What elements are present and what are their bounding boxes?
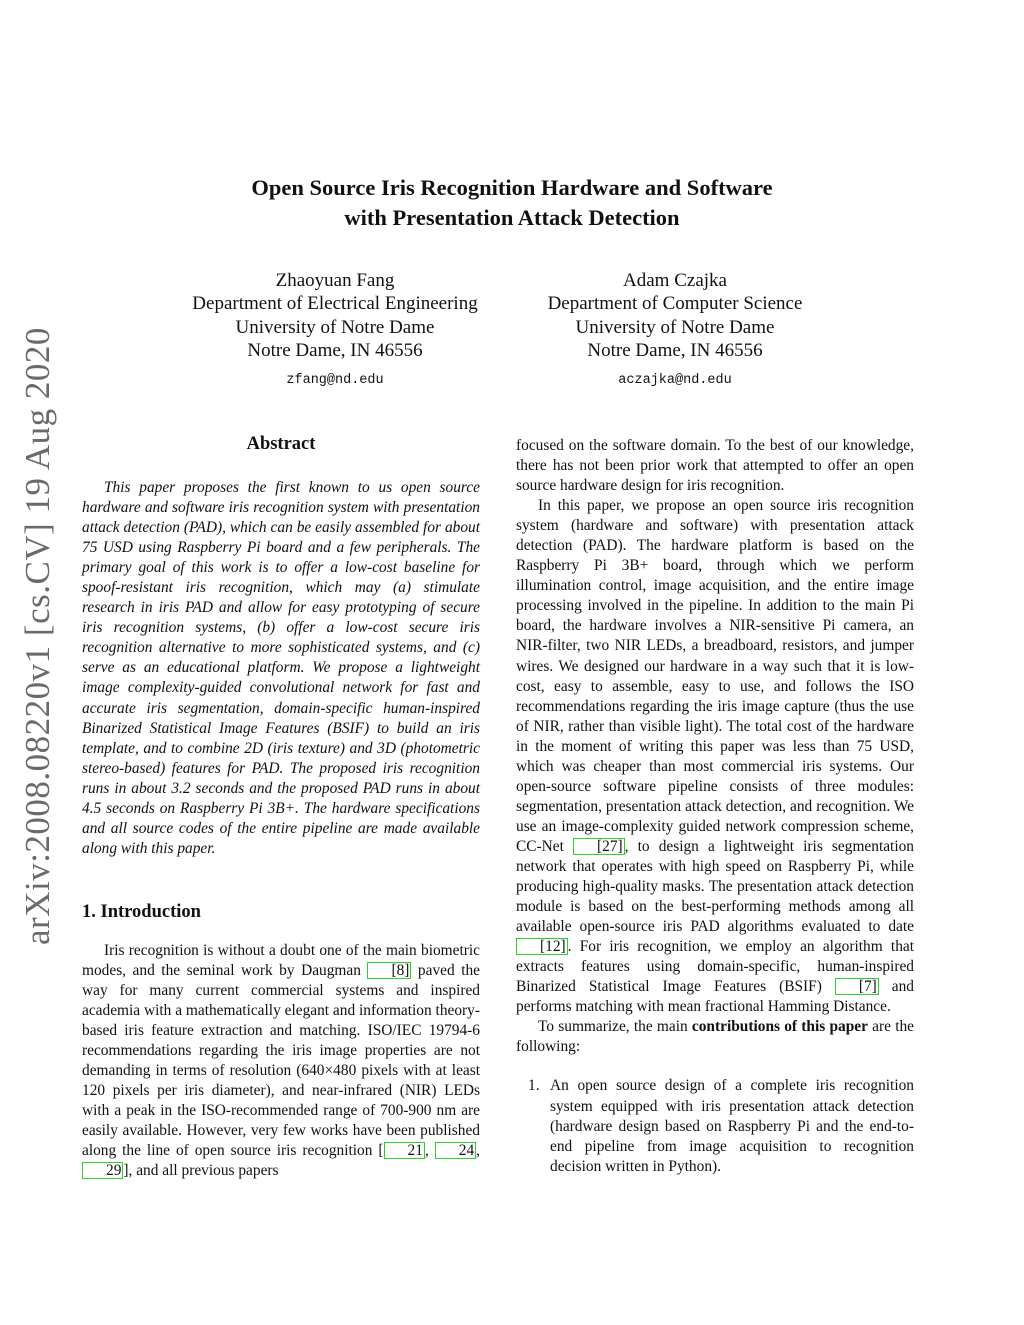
system-overview-paragraph [516,496,914,1017]
text-run: paved the way for many current commercial systems and inspired academia with a mathematically elegant and information theory-based iris feature extraction and matching. ISO/IEC 19794-6 recommendations regarding the iris image properties are not demanding in terms of resolution (640×480 pixels with at least 120 pixels per iris diameter), and near-infrared (NIR) LEDs with a peak in the ISO-recommended range of 700-900 nm are easily available. However, very few works have been published along the line of open source iris recognition [ [82,961,481,1160]
author-block-1 [155,269,515,392]
text-run: Iris recognition is without a doubt one of the main biometric modes, and the seminal work by Daugman [82,941,480,979]
right-column [516,436,914,1177]
contributions-intro-paragraph [516,1017,914,1057]
text-run: , [476,1142,480,1160]
author-department: Department of Electrical Engineering [192,293,478,315]
paper-title [0,173,1024,233]
author-email[interactable]: zfang@nd.edu [286,372,384,388]
author-city: Notre Dame, IN 46556 [247,340,423,362]
author-department: Department of Computer Science [547,293,803,315]
bold-phrase: contributions of this paper [691,1018,868,1036]
citation-link[interactable]: [7] [835,978,879,995]
text-run: ], and all previous papers [123,1162,279,1180]
text-run: , [424,1142,435,1160]
citation-link[interactable]: [8] [367,962,411,979]
title-line-2: with Presentation Attack Detection [344,205,680,230]
text-run: . For iris recognition, we employ an algorithm that extracts features using domain-specific, human-inspired Binarized Statistical Image Features (BSIF) [516,938,914,996]
arxiv-identifier-stamp: arXiv:2008.08220v1 [cs.CV] 19 Aug 2020 [18,327,57,945]
text-run: and performs matching with mean fractional Hamming Distance. [516,978,914,1016]
list-item-text: An open source design of a complete iris recognition system equipped with iris presentation attack detection (hardware design based on Raspberry Pi and the end-to-end pipeline from image acquisition to recognition decision written in Python). [550,1077,914,1175]
citation-link[interactable]: [27] [573,838,625,855]
citation-link[interactable]: 21 [384,1142,425,1159]
author-block-2 [495,269,855,392]
text-run: are the following: [516,1018,914,1056]
author-city: Notre Dame, IN 46556 [587,340,763,362]
introduction-heading: 1. Introduction [82,901,201,922]
abstract-text: This paper proposes the first known to us open source hardware and software iris recognition system with presentation attack detection (PAD), which can be easily assembled for about 75 USD using Raspberry Pi board and a few peripherals. The primary goal of this work is to offer a low-cost baseline for spoof-resistant iris recognition, which may (a) stimulate research in iris PAD and allow for easy prototyping of secure iris recognition systems, (b) offer a low-cost secure iris recognition alternative to more sophisticated systems, and (c) serve as an educational platform. We propose a lightweight image complexity-guided convolutional network for fast and accurate iris segmentation, domain-specific human-inspired Binarized Statistical Image Features (BSIF) to build an iris template, and to combine 2D (iris texture) and 3D (photometric stereo-based) features for PAD. The proposed iris recognition runs in about 3.2 seconds and the proposed PAD runs in about 4.5 seconds on Raspberry Pi 3B+. The hardware specifications and all source codes of the entire pipeline are made available along with this paper. [82,479,480,857]
abstract-heading: Abstract [246,434,316,454]
contributions-list [516,1076,914,1176]
author-university: University of Notre Dame [575,316,775,338]
text-run: In this paper, we propose an open source iris recognition system (hardware and software) with presentation attack detection (PAD). The hardware platform is based on the Raspberry Pi 3B+ board, through which we perform illumination control, image acquisition, and the entire image processing involved in the pipeline. In addition to the main Pi board, the hardware involves a NIR-sensitive Pi camera, an NIR-filter, two NIR LEDs, a breadboard, resistors, and jumper wires. We designed our hardware in a way such that it is low-cost, easy to assemble, easy to use, and follows the ISO recommendations regarding the iris image capture (thus the use of NIR, rather than visible light). The total cost of the hardware in the moment of writing this paper was less than 75 USD, which was cheaper than most commercial iris systems. Our open-source software pipeline consists of three modules: segmentation, presentation attack detection, and recognition. We use an image-complexity guided network compression scheme, CC-Net [516,497,914,855]
author-university: University of Notre Dame [235,316,435,338]
author-name: Zhaoyuan Fang [275,270,395,291]
title-line-1: Open Source Iris Recognition Hardware and Software [251,175,773,200]
introduction-paragraph [82,941,480,1182]
text-run: , to design a lightweight iris segmentation network that operates with high speed on Raspberry Pi, while producing high-quality masks. The presentation attack detection module is based on the best-performing methods among all available open-source iris PAD algorithms evaluated to date [516,837,914,936]
author-name: Adam Czajka [623,270,727,291]
left-column [82,432,480,1181]
author-email[interactable]: aczajka@nd.edu [618,372,732,388]
citation-link[interactable]: 29 [82,1162,123,1179]
citation-link[interactable]: 24 [435,1142,476,1159]
continued-paragraph: focused on the software domain. To the best of our knowledge, there has not been prior work that attempted to offer an open source hardware design for iris recognition. [516,437,914,495]
list-item-number: 1. [528,1077,540,1095]
list-item [516,1076,914,1176]
text-run: To summarize, the main [538,1018,692,1036]
citation-link[interactable]: [12] [516,938,568,955]
